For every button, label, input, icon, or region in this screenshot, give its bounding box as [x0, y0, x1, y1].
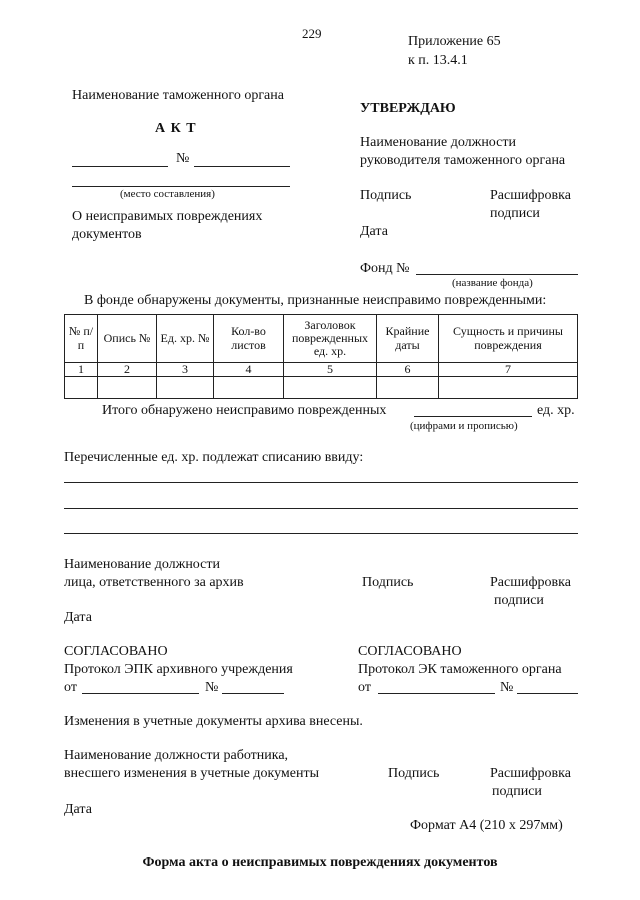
agreed-right-number-sign: № [500, 680, 514, 695]
worker-date-label: Дата [64, 802, 92, 817]
reason-line-1[interactable] [64, 482, 578, 483]
appendix-line1: Приложение 65 [408, 34, 501, 49]
th-storage-unit: Ед. хр. № [157, 315, 214, 363]
agreed-left-date-line[interactable] [82, 693, 199, 694]
agreed-right-title: СОГЛАСОВАНО [358, 644, 462, 659]
col-num-4: 4 [214, 363, 284, 377]
org-name: Наименование таможенного органа [72, 88, 284, 103]
agreed-left-number-line[interactable] [222, 693, 284, 694]
total-line[interactable] [414, 416, 532, 417]
cell-dates[interactable] [377, 377, 439, 399]
act-title: А К Т [155, 121, 197, 136]
agreed-left-protocol: Протокол ЭПК архивного учреждения [64, 662, 293, 677]
table-header-row [65, 315, 578, 363]
agreed-left-from: от [64, 680, 77, 695]
approver-date-label: Дата [360, 224, 388, 239]
worker-position-line2: внесшего изменения в учетные документы [64, 766, 320, 781]
table-row[interactable] [65, 377, 578, 399]
worker-signature-label: Подпись [388, 766, 440, 781]
th-essence: Сущность и причины повреждения [439, 315, 578, 363]
archive-date-label: Дата [64, 610, 92, 625]
th-title: Заголовок поврежденных ед. хр. [284, 315, 377, 363]
col-num-2: 2 [98, 363, 157, 377]
cell-storage-unit[interactable] [157, 377, 214, 399]
archive-position-line2: лица, ответственного за архив [64, 575, 244, 590]
fond-label: Фонд № [360, 261, 410, 276]
cell-inventory[interactable] [98, 377, 157, 399]
agreed-left-number-sign: № [205, 680, 219, 695]
format-note: Формат А4 (210 х 297мм) [410, 818, 563, 833]
cell-title[interactable] [284, 377, 377, 399]
archive-decoding-line2: подписи [494, 593, 544, 608]
approver-signature-label: Подпись [360, 188, 412, 203]
agreed-left-title: СОГЛАСОВАНО [64, 644, 168, 659]
archive-signature-label: Подпись [362, 575, 414, 590]
reason-line-3[interactable] [64, 533, 578, 534]
place-caption: (место составления) [120, 188, 215, 200]
agreed-right-number-line[interactable] [517, 693, 578, 694]
changes-text: Изменения в учетные документы архива внесены. [64, 714, 363, 729]
worker-decoding-line1: Расшифровка [490, 766, 571, 781]
approver-decoding-line2: подписи [490, 206, 540, 221]
page-number: 229 [302, 26, 322, 41]
worker-position-line1: Наименование должности работника, [64, 748, 289, 763]
agreed-right-date-line[interactable] [378, 693, 495, 694]
cell-index[interactable] [65, 377, 98, 399]
act-number-sign: № [176, 151, 190, 166]
approver-decoding-line1: Расшифровка [490, 188, 571, 203]
place-line[interactable] [72, 186, 290, 187]
damage-table [64, 314, 578, 399]
col-num-3: 3 [157, 363, 214, 377]
th-dates: Крайние даты [377, 315, 439, 363]
act-date-line[interactable] [72, 166, 168, 167]
worker-decoding-line2: подписи [492, 784, 542, 799]
fond-line[interactable] [416, 274, 578, 275]
approve-title: УТВЕРЖДАЮ [360, 101, 456, 116]
table-number-row [65, 363, 578, 377]
agreed-right-protocol: Протокол ЭК таможенного органа [358, 662, 562, 677]
act-number-line[interactable] [194, 166, 290, 167]
col-num-5: 5 [284, 363, 377, 377]
approver-position-line2: руководителя таможенного органа [360, 153, 566, 168]
th-index: № п/п [65, 315, 98, 363]
total-unit: ед. хр. [537, 403, 575, 418]
intro-text: В фонде обнаружены документы, признанные неисправимо поврежденными: [84, 293, 547, 308]
cell-sheets[interactable] [214, 377, 284, 399]
cell-essence[interactable] [439, 377, 578, 399]
agreed-right-from: от [358, 680, 371, 695]
form-caption: Форма акта о неисправимых повреждениях документов [142, 855, 498, 870]
total-caption: (цифрами и прописью) [410, 420, 518, 432]
appendix-line2: к п. 13.4.1 [408, 53, 468, 68]
subject-line1: О неисправимых повреждениях [72, 209, 263, 224]
subject-line2: документов [72, 227, 142, 242]
approver-position-line1: Наименование должности [360, 135, 516, 150]
archive-decoding-line1: Расшифровка [490, 575, 571, 590]
writeoff-text: Перечисленные ед. хр. подлежат списанию ввиду: [64, 450, 364, 465]
col-num-7: 7 [439, 363, 578, 377]
th-sheets: Кол-во листов [214, 315, 284, 363]
reason-line-2[interactable] [64, 508, 578, 509]
col-num-1: 1 [65, 363, 98, 377]
col-num-6: 6 [377, 363, 439, 377]
fond-caption: (название фонда) [452, 277, 533, 289]
archive-position-line1: Наименование должности [64, 557, 220, 572]
th-inventory: Опись № [98, 315, 157, 363]
total-label: Итого обнаружено неисправимо поврежденных [102, 403, 387, 418]
